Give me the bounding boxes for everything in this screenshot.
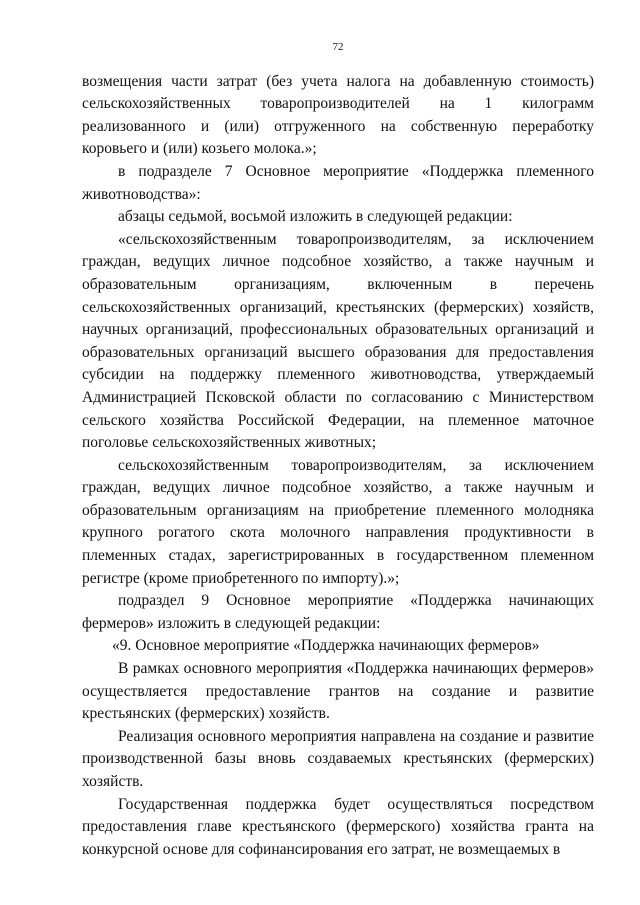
paragraph: возмещения части затрат (без учета налога на добавленную стоимость) сельскохозяйственных товаропроизводителей на 1 килограмм реализованного и (или) отгруженного на собственную переработку коровьего и (или) козьего молока.»; (82, 72, 594, 158)
page-number: 72 (332, 41, 344, 53)
paragraph: Государственная поддержка будет осуществляться посредством предоставления главе крестьянского (фермерского) хозяйства гранта на конкурсной основе для софинансирования его затрат, не возмещаемых в (82, 795, 594, 858)
paragraph: в подразделе 7 Основное мероприятие «Поддержка племенного животноводства»: (82, 162, 594, 203)
paragraph: «сельскохозяйственным товаропроизводителям, за исключением граждан, ведущих личное подсобное хозяйство, а также научным и образовательным организациям, включенным в перечень сельскохозяйственных организаций, крестьянских (фермерских) хозяйств, научных организаций, профессиональных образовательных организаций и образовательных организаций высшего образования для предоставления субсидии на поддержку племенного животноводства, утверждаемый Администрацией Псковской области по согласованию с Министерством сельского хозяйства Российской Федерации, на племенное маточное поголовье сельскохозяйственных животных; (82, 230, 594, 452)
paragraph: абзацы седьмой, восьмой изложить в следующей редакции: (118, 208, 513, 226)
paragraph: сельскохозяйственным товаропроизводителям, за исключением граждан, ведущих личное подсобное хозяйство, а также научным и образовательным организациям на приобретение племенного молодняка крупного рогатого скота молочного направления продуктивности в племенных стадах, зарегистрированных в государственном племенном регистре (кроме приобретенного по импорту).»; (82, 456, 594, 587)
paragraph: В рамках основного мероприятия «Поддержка начинающих фермеров» осуществляется предоставление грантов на создание и развитие крестьянских (фермерских) хозяйств. (82, 660, 594, 723)
section-heading: «9. Основное мероприятие «Поддержка начинающих фермеров» (112, 637, 540, 655)
paragraph: Реализация основного мероприятия направлена на создание и развитие производственной базы вновь создаваемых крестьянских (фермерских) хозяйств. (82, 727, 594, 790)
paragraph: подраздел 9 Основное мероприятие «Поддержка начинающих фермеров» изложить в следующей редакции: (82, 592, 594, 632)
